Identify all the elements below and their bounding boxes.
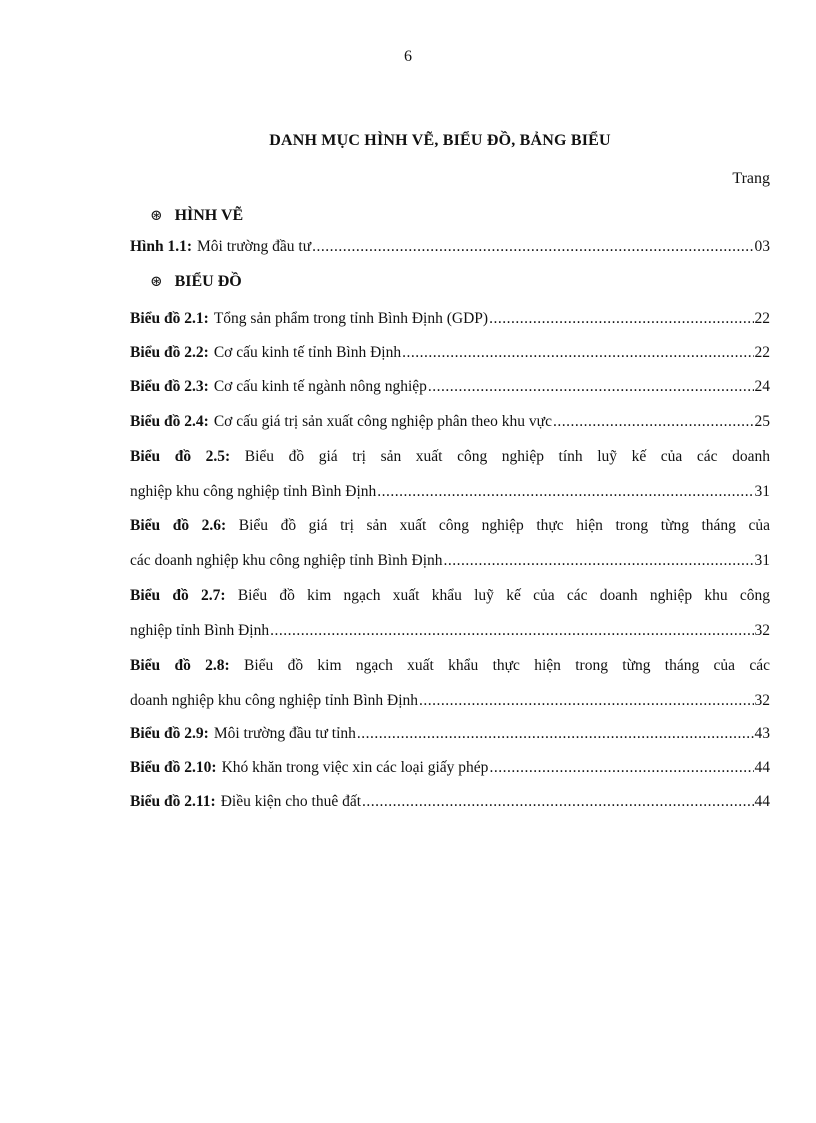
entry-title: Khó khăn trong việc xin các loại giấy phép — [221, 759, 489, 776]
toc-entry[interactable] — [130, 237, 770, 257]
entry-first-line — [130, 586, 770, 606]
entry-label: Biểu đồ 2.2: — [130, 344, 209, 361]
entry-title: Biểu đồ kim ngạch xuất khẩu luỹ kế của các doanh nghiệp khu công — [237, 587, 770, 604]
entry-page: 32 — [754, 622, 770, 639]
entry-label: Biểu đồ 2.7: — [130, 587, 226, 604]
bullet-icon: ⊛ — [150, 208, 163, 224]
entry-first-line — [130, 656, 770, 676]
leader-dots — [444, 551, 754, 571]
entry-page: 44 — [754, 759, 770, 776]
entry-page: 31 — [754, 483, 770, 500]
entry-title: Biểu đồ kim ngạch xuất khẩu thực hiện trong từng tháng của các — [244, 657, 770, 674]
entry-label: Biểu đồ 2.11: — [130, 793, 216, 810]
toc-entry[interactable] — [130, 724, 770, 744]
entry-title-continued: nghiệp tỉnh Bình Định — [130, 622, 270, 639]
leader-dots — [377, 482, 753, 502]
leader-dots — [357, 724, 754, 744]
leader-dots — [402, 343, 753, 363]
entry-title-continued: nghiệp khu công nghiệp tỉnh Bình Định — [130, 483, 377, 500]
entry-title-continued: doanh nghiệp khu công nghiệp tỉnh Bình Định — [130, 692, 419, 709]
entry-title: Cơ cấu giá trị sản xuất công nghiệp phân theo khu vực — [213, 413, 552, 430]
entry-page: 31 — [754, 552, 770, 569]
leader-dots — [489, 758, 753, 778]
entry-label: Biểu đồ 2.10: — [130, 759, 217, 776]
entry-label: Biểu đồ 2.6: — [130, 517, 227, 534]
leader-dots — [362, 792, 753, 812]
toc-entry[interactable] — [130, 412, 770, 432]
toc-entry[interactable] — [130, 343, 770, 363]
entry-title: Biểu đồ giá trị sản xuất công nghiệp thực hiện trong từng tháng của — [238, 517, 770, 534]
entry-title: Cơ cấu kinh tế ngành nông nghiệp — [213, 378, 427, 395]
entry-title: Môi trường đầu tư — [197, 238, 312, 255]
entry-title: Điều kiện cho thuê đất — [220, 793, 362, 810]
entry-page: 44 — [754, 793, 770, 810]
leader-dots — [419, 691, 753, 711]
toc-entry[interactable] — [130, 792, 770, 812]
leader-dots — [270, 621, 753, 641]
entry-label: Biểu đồ 2.4: — [130, 413, 209, 430]
leader-dots — [312, 237, 753, 257]
entry-label: Biểu đồ 2.1: — [130, 310, 209, 327]
leader-dots — [428, 377, 754, 397]
bullet-icon: ⊛ — [150, 274, 163, 290]
entry-page: 43 — [754, 725, 770, 742]
entry-first-line — [130, 447, 770, 467]
leader-dots — [489, 309, 753, 329]
toc-entry[interactable] — [130, 586, 770, 641]
entry-page: 22 — [754, 344, 770, 361]
entry-first-line — [130, 516, 770, 536]
toc-entry[interactable] — [130, 516, 770, 571]
entry-label: Biểu đồ 2.9: — [130, 725, 209, 742]
section-hinh-ve — [150, 206, 243, 225]
toc-entry[interactable] — [130, 758, 770, 778]
section-title: HÌNH VẼ — [174, 206, 244, 224]
entry-page: 25 — [754, 413, 770, 430]
entry-page: 03 — [754, 238, 770, 255]
entry-title-continued: các doanh nghiệp khu công nghiệp tỉnh Bình Định — [130, 552, 443, 569]
toc-entry[interactable] — [130, 447, 770, 502]
toc-entry[interactable] — [130, 377, 770, 397]
section-title: BIỂU ĐỒ — [174, 272, 242, 290]
trang-column-label: Trang — [732, 170, 770, 187]
leader-dots — [553, 412, 754, 432]
entry-title: Tổng sản phẩm trong tỉnh Bình Định (GDP) — [213, 310, 489, 327]
page-number: 6 — [404, 48, 412, 65]
entry-label: Hình 1.1: — [130, 238, 193, 255]
entry-page: 24 — [754, 378, 770, 395]
entry-title: Cơ cấu kinh tế tỉnh Bình Định — [213, 344, 402, 361]
entry-page: 32 — [754, 692, 770, 709]
entry-title: Môi trường đầu tư tỉnh — [213, 725, 356, 742]
page-title: DANH MỤC HÌNH VẼ, BIỂU ĐỒ, BẢNG BIỂU — [269, 132, 611, 149]
toc-entry[interactable] — [130, 656, 770, 711]
entry-title: Biểu đồ giá trị sản xuất công nghiệp tính luỹ kế của các doanh — [244, 448, 770, 465]
section-bieu-do — [150, 272, 242, 291]
entry-label: Biểu đồ 2.8: — [130, 657, 230, 674]
entry-label: Biểu đồ 2.3: — [130, 378, 209, 395]
toc-entry[interactable] — [130, 309, 770, 329]
entry-page: 22 — [754, 310, 770, 327]
entry-label: Biểu đồ 2.5: — [130, 448, 231, 465]
